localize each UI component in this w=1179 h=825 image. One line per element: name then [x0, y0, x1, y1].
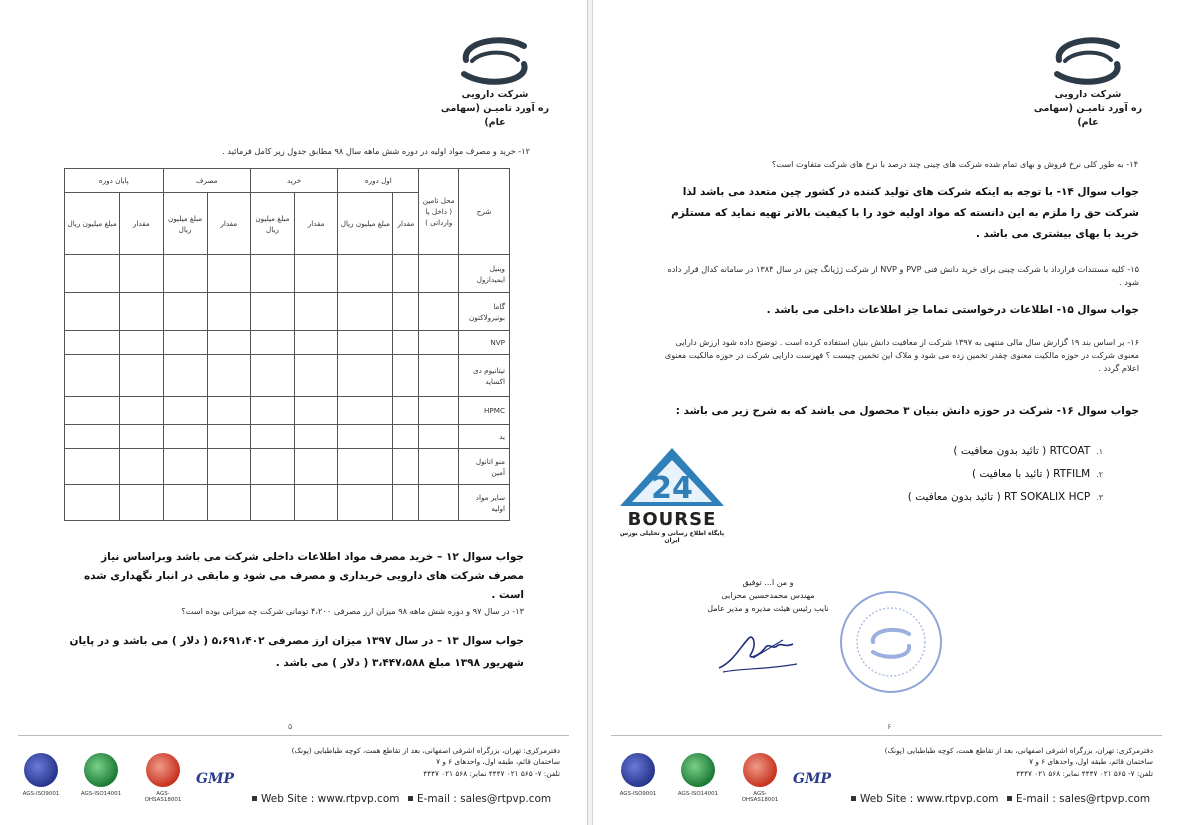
question-14: ۱۴- به طور کلی نرخ فروش و بهای تمام شده شرکت های چینی چند درصد با نرخ های شرکت متفاوت است؟: [771, 159, 1138, 169]
company-name-line2: ره آورد تامیـن (سهامی عام): [1033, 103, 1143, 128]
footer-address-line2: ساختمان قائم، طبقه اول، واحدهای ۶ و ۷: [1029, 757, 1153, 766]
answer-16: جواب سوال ۱۶- شرکت در حوزه دانش بنیان ۳ محصول می باشد که به شرح زیر می باشد :: [675, 405, 1139, 417]
footer-address-line1: دفترمرکزی: تهران، بزرگراه اشرفی اصفهانی، بعد از تقاطع همت، کوچه طباطبایی (پونک): [884, 746, 1153, 755]
cert-label: AGS-ISO14001: [80, 791, 122, 797]
signer-title: نایب رئیس هیئت مدیره و مدیر عامل: [707, 604, 829, 613]
subheader-amount: مبلغ میلیون ریال: [250, 193, 294, 255]
signer-name: مهندس محمدحسین محرابی: [721, 591, 815, 600]
table-row: [65, 331, 510, 355]
iso9001-icon: [24, 753, 58, 787]
company-logo: [1033, 30, 1143, 130]
footer-email: E-mail : sales@rtpvp.com: [1007, 793, 1150, 805]
header-desc: شرح: [459, 169, 510, 255]
table-row: [65, 425, 510, 449]
question-12: ۱۲- خرید و مصرف مواد اولیه در دوره شش ماهه سال ۹۸ مطابق جدول زیر کامل فرمائید .: [222, 146, 530, 156]
table-row: [65, 293, 510, 331]
svg-text:24: 24: [651, 471, 693, 506]
table-row: [65, 255, 510, 293]
subheader-qty: مقدار: [294, 193, 337, 255]
table-row: [65, 355, 510, 397]
footer-email: E-mail : sales@rtpvp.com: [408, 793, 551, 805]
gmp-logo: GMP: [793, 771, 831, 787]
table-row: [65, 485, 510, 521]
table-row: [65, 397, 510, 425]
bourse-watermark: [612, 446, 732, 542]
header-purchase: خرید: [250, 169, 337, 193]
company-logo-icon: [1045, 30, 1131, 88]
subheader-qty: مقدار: [120, 193, 163, 255]
signature-block: [673, 576, 863, 615]
cert-label: AGS-ISO9001: [619, 791, 657, 797]
footer-address-line1: دفترمرکزی: تهران، بزرگراه اشرفی اصفهانی، بعد از تقاطع همت، کوچه طباطبایی (پونک): [291, 746, 560, 755]
page-number: ۶: [887, 722, 892, 731]
question-13: ۱۳- در سال ۹۷ و دوره شش ماهه ۹۸ میزان ارز مصرفی ۴،۲۰۰ تومانی شرکت چه میزانی بوده است؟: [181, 606, 524, 616]
footer-website: Web Site : www.rtpvp.com: [851, 793, 998, 805]
question-16: ۱۶- بر اساس بند ۱۹ گزارش سال مالی منتهی به ۱۳۹۷ شرکت از معافیت دانش بنیان استفاده کرده است . توضیح داده شود ارزش دارایی معنوی شرکت در حوزه مالکیت معنوی چقدر تخمین زده می شود و ملاک این تخمین چیست ؟ فهرست دارایی شرکت در حوزه مالکیت معنوی اعلام گردد .: [664, 337, 1139, 373]
question-15: ۱۵- کلیه مستندات قرارداد با شرکت چینی برای خرید دانش فنی PVP و NVP از شرکت ژژیانگ چین در سال ۱۳۸۴ در سامانه کدال قرار داده شود .: [667, 264, 1139, 287]
footer: [593, 735, 1179, 825]
company-seal-stamp: [837, 588, 945, 696]
answer-13: جواب سوال ۱۳ – در سال ۱۳۹۷ میزان ارز مصرفی ۵،۶۹۱،۴۰۲ ( دلار ) می باشد و در پایان شهریور ۱۳۹۸ مبلغ ۳،۴۴۷،۵۸۸ ( دلار ) می باشد .: [69, 635, 524, 669]
ohsas18001-icon: [743, 753, 777, 787]
footer-website: Web Site : www.rtpvp.com: [252, 793, 399, 805]
bourse-brand: BOURSE: [627, 509, 717, 530]
page-5: [0, 0, 588, 825]
header-consumption: مصرف: [163, 169, 250, 193]
row-label: سایر مواد اولیه: [459, 485, 510, 521]
footer-address-line2: ساختمان قائم، طبقه اول، واحدهای ۶ و ۷: [436, 757, 560, 766]
iso14001-icon: [681, 753, 715, 787]
subheader-amount: مبلغ میلیون ریال: [338, 193, 393, 255]
gmp-logo: GMP: [196, 771, 234, 787]
header-end: پایان دوره: [65, 169, 164, 193]
company-name-line1: شرکت دارویی: [461, 89, 529, 100]
subheader-amount: مبلغ میلیون ریال: [163, 193, 207, 255]
cert-label: AGS-OHSAS18001: [741, 791, 779, 803]
row-label: ید: [459, 425, 510, 449]
iso14001-icon: [84, 753, 118, 787]
bourse-logo-icon: [612, 446, 732, 510]
company-name-line2: ره آورد تامیـن (سهامی عام): [440, 103, 550, 128]
row-label: HPMC: [459, 397, 510, 425]
cert-label: AGS-ISO14001: [677, 791, 719, 797]
answer-12: جواب سوال ۱۲ – خرید مصرف مواد اطلاعات داخلی شرکت می باشد وبراساس نیاز مصرف شرکت های دارویی خریداری و مصرف می شود و مابقی در انبار نگهداری شده است .: [84, 551, 524, 601]
footer-phone: تلفن: ۷- ۵۶۵ ۰۲۱ ۴۴۴۷ نمابر: ۵۶۸ ۰۲۱ ۴۴۴۷: [1016, 769, 1153, 778]
row-label: گاما بوتیرولاکتون: [459, 293, 510, 331]
bourse-tagline: پایگاه اطلاع رسانی و تحلیلی بورس ایران: [619, 530, 725, 544]
company-logo: [440, 30, 550, 130]
materials-table: [64, 168, 510, 521]
closing-text: و من ا... توفیق: [742, 578, 794, 587]
list-item: ۳.RT SOKALIX HCP ( تائید بدون معافیت ): [907, 491, 1103, 503]
row-label: وینیل ایمیدازول: [459, 255, 510, 293]
answer-14: جواب سوال ۱۴- با توجه به اینکه شرکت های تولید کننده در کشور چین متعدد می باشد لذا شرکت حق را ملزم به این دانسته که مواد اولیه خود را با کیفیت بالاتر تهیه نماید که مستلزم خرید با بهای بیشتری می باشد .: [671, 186, 1139, 240]
table-row: [65, 449, 510, 485]
list-item: ۲.RTFILM ( تائید با معافیت ): [972, 468, 1103, 480]
answer-15: جواب سوال ۱۵- اطلاعات درخواستی تماما جز اطلاعات داخلی می باشد .: [766, 304, 1139, 316]
page-number: ۵: [288, 722, 293, 731]
page-6: [592, 0, 1179, 825]
subheader-qty: مقدار: [393, 193, 419, 255]
subheader-qty: مقدار: [207, 193, 250, 255]
row-label: NVP: [459, 331, 510, 355]
company-name-line1: شرکت دارویی: [1054, 89, 1122, 100]
company-logo-icon: [452, 30, 538, 88]
cert-label: AGS-ISO9001: [22, 791, 60, 797]
row-label: تیتانیوم دی اکساید: [459, 355, 510, 397]
handwritten-signature: [713, 628, 803, 676]
footer-phone: تلفن: ۷- ۵۶۵ ۰۲۱ ۴۴۴۷ نمابر: ۵۶۸ ۰۲۱ ۴۴۴۷: [423, 769, 560, 778]
subheader-amount: مبلغ میلیون ریال: [65, 193, 120, 255]
row-label: منو اتانول آمین: [459, 449, 510, 485]
cert-label: AGS-OHSAS18001: [144, 791, 182, 803]
ohsas18001-icon: [146, 753, 180, 787]
list-item: ۱.RTCOAT ( تائید بدون معافیت ): [953, 445, 1103, 457]
products-list: [843, 440, 1103, 509]
header-start: اول دوره: [338, 169, 419, 193]
footer: [0, 735, 587, 825]
header-source: محل تامین ( داخل یا وارداتی ): [419, 169, 459, 255]
iso9001-icon: [621, 753, 655, 787]
